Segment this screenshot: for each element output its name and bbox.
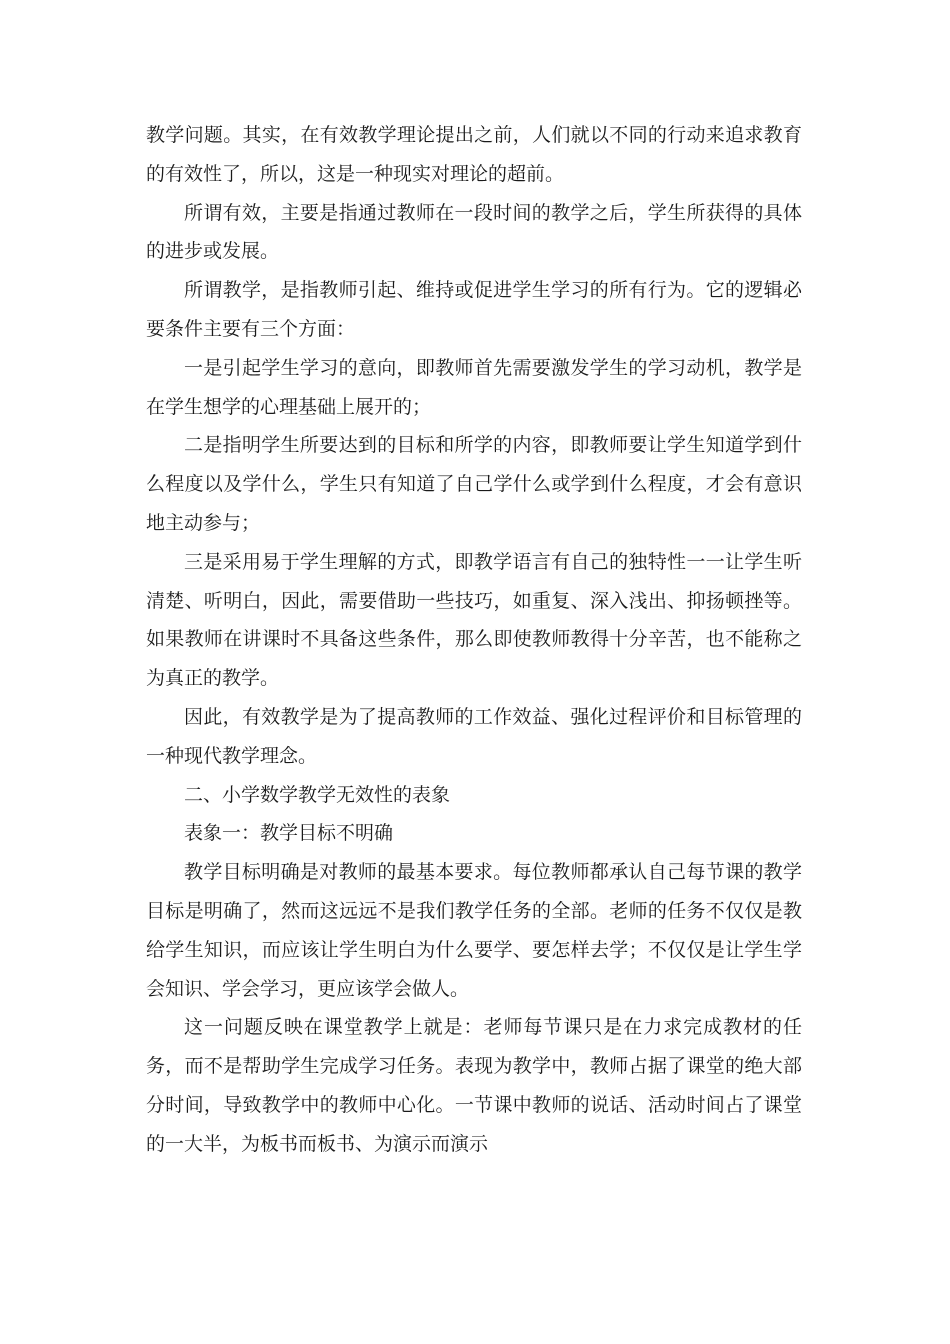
paragraph-conclusion: 因此，有效教学是为了提高教师的工作效益、强化过程评价和目标管理的一种现代教学理念。 <box>146 705 802 767</box>
paragraph-goals: 教学目标明确是对教师的最基本要求。每位教师都承认自己每节课的教学目标是明确了，然而这远远不是我们教学任务的全部。老师的任务不仅仅是教给学生知识，而应该让学生明白为什么要学、要怎样去学；不仅仅是让学生学会知识、学会学习，更应该学会做人。 <box>146 861 802 1000</box>
paragraph-condition-three: 三是采用易于学生理解的方式，即教学语言有自己的独特性一一让学生听清楚、听明白，因此，需要借助一些技巧，如重复、深入浅出、抑扬顿挫等。如果教师在讲课时不具备这些条件，那么即使教师教得十分辛苦，也不能称之为真正的教学。 <box>146 550 802 690</box>
paragraph-teaching-definition: 所谓教学，是指教师引起、维持或促进学生学习的所有行为。它的逻辑必要条件主要有三个方面： <box>146 279 802 340</box>
paragraph-continuation: 教学问题。其实，在有效教学理论提出之前，人们就以不同的行动来追求教育的有效性了，所以，这是一种现实对理论的超前。 <box>146 124 802 185</box>
paragraph-condition-two: 二是指明学生所要达到的目标和所学的内容，即教师要让学生知道学到什么程度以及学什么，学生只有知道了自己学什么或学到什么程度，才会有意识地主动参与； <box>146 434 802 534</box>
section-heading: 二、小学数学教学无效性的表象 <box>184 783 451 806</box>
paragraph-classroom: 这一问题反映在课堂教学上就是：老师每节课只是在力求完成教材的任务，而不是帮助学生完成学习任务。表现为教学中，教师占据了课堂的绝大部分时间，导致教学中的教师中心化。一节课中教师的说话、活动时间占了课堂的一大半，为板书而板书、为演示而演示 <box>146 1016 802 1155</box>
subsection-heading: 表象一：教学目标不明确 <box>184 822 394 845</box>
paragraph-condition-one: 一是引起学生学习的意向，即教师首先需要激发学生的学习动机，教学是在学生想学的心理基础上展开的； <box>146 356 802 418</box>
document-page <box>146 116 802 1164</box>
paragraph-effective-definition: 所谓有效，主要是指通过教师在一段时间的教学之后，学生所获得的具体的进步或发展。 <box>146 201 802 263</box>
